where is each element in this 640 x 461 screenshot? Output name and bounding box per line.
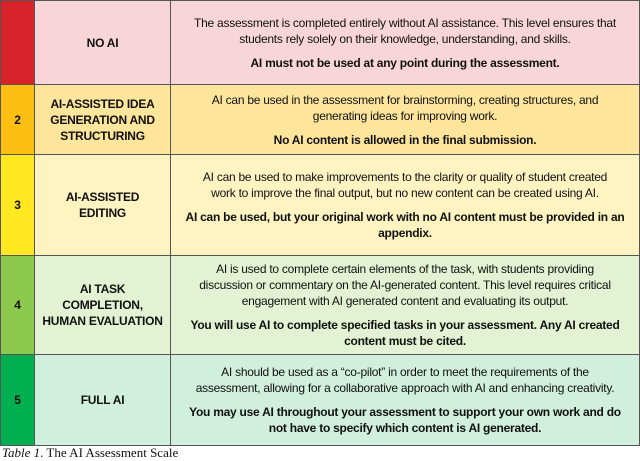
spacer: [175, 47, 635, 55]
level-label: AI TASK COMPLETION, HUMAN EVALUATION: [35, 256, 171, 355]
level-label: AI-ASSISTED EDITING: [35, 155, 171, 256]
level-number: [1, 1, 35, 85]
level-label: NO AI: [35, 1, 171, 85]
caption-text: . The AI Assessment Scale: [40, 445, 179, 460]
level-number: 2: [1, 85, 35, 155]
level-description: [171, 355, 640, 446]
level-description: [171, 85, 640, 155]
requirement-line: appendix.: [378, 226, 432, 240]
scale-row: [1, 85, 640, 155]
level-description: [171, 256, 640, 355]
description-line: generating ideas for improving work.: [312, 108, 498, 123]
description-line: assessment, allowing for a collaborative approach with AI and enhancing creativity.: [195, 381, 615, 395]
description-line: AI should be used as a “co-pilot” in order to meet the requirements of the: [221, 365, 589, 379]
spacer: [175, 124, 635, 132]
scale-row: [1, 355, 640, 446]
level-number: 3: [1, 155, 35, 256]
description-line: work to improve the final output, but no new content can be created using AI.: [211, 186, 599, 200]
requirement-line: You may use AI throughout your assessment to support your own work and do: [189, 405, 621, 419]
level-number: 5: [1, 355, 35, 446]
scale-row: [1, 155, 640, 256]
spacer: [175, 396, 635, 404]
requirement-line: not have to specify which content is AI generated.: [268, 421, 542, 435]
level-label: AI-ASSISTED IDEA GENERATION AND STRUCTURING: [35, 85, 171, 155]
description-line: The assessment is completed entirely without AI assistance. This level ensures that: [194, 15, 616, 30]
description-line: AI can be used in the assessment for brainstorming, creating structures, and: [211, 92, 599, 107]
spacer: [175, 309, 635, 317]
level-number: 4: [1, 256, 35, 355]
caption-prefix: Table 1: [2, 445, 41, 460]
requirement-line: AI must not be used at any point during the assessment.: [250, 55, 560, 70]
requirement-line: You will use AI to complete specified tasks in your assessment. Any AI created: [190, 318, 620, 332]
description-line: discussion or commentary on the AI-generated content. This level requires critical: [199, 278, 611, 292]
level-description: [171, 1, 640, 85]
level-label: FULL AI: [35, 355, 171, 446]
description-line: AI is used to complete certain elements of the task, with students providing: [216, 262, 594, 276]
requirement-line: content must be cited.: [344, 334, 466, 348]
table-caption: [2, 445, 178, 461]
description-line: AI can be used to make improvements to the clarity or quality of student created: [202, 170, 608, 184]
requirement-line: AI can be used, but your original work with no AI content must be provided in an: [185, 210, 625, 224]
requirement-line: No AI content is allowed in the final submission.: [273, 132, 537, 147]
description-line: students rely solely on their knowledge, understanding, and skills.: [239, 31, 571, 46]
description-line: engagement with AI generated content and evaluating its output.: [241, 294, 569, 308]
spacer: [175, 201, 635, 209]
scale-row: [1, 256, 640, 355]
level-description: [171, 155, 640, 256]
scale-row: [1, 1, 640, 85]
